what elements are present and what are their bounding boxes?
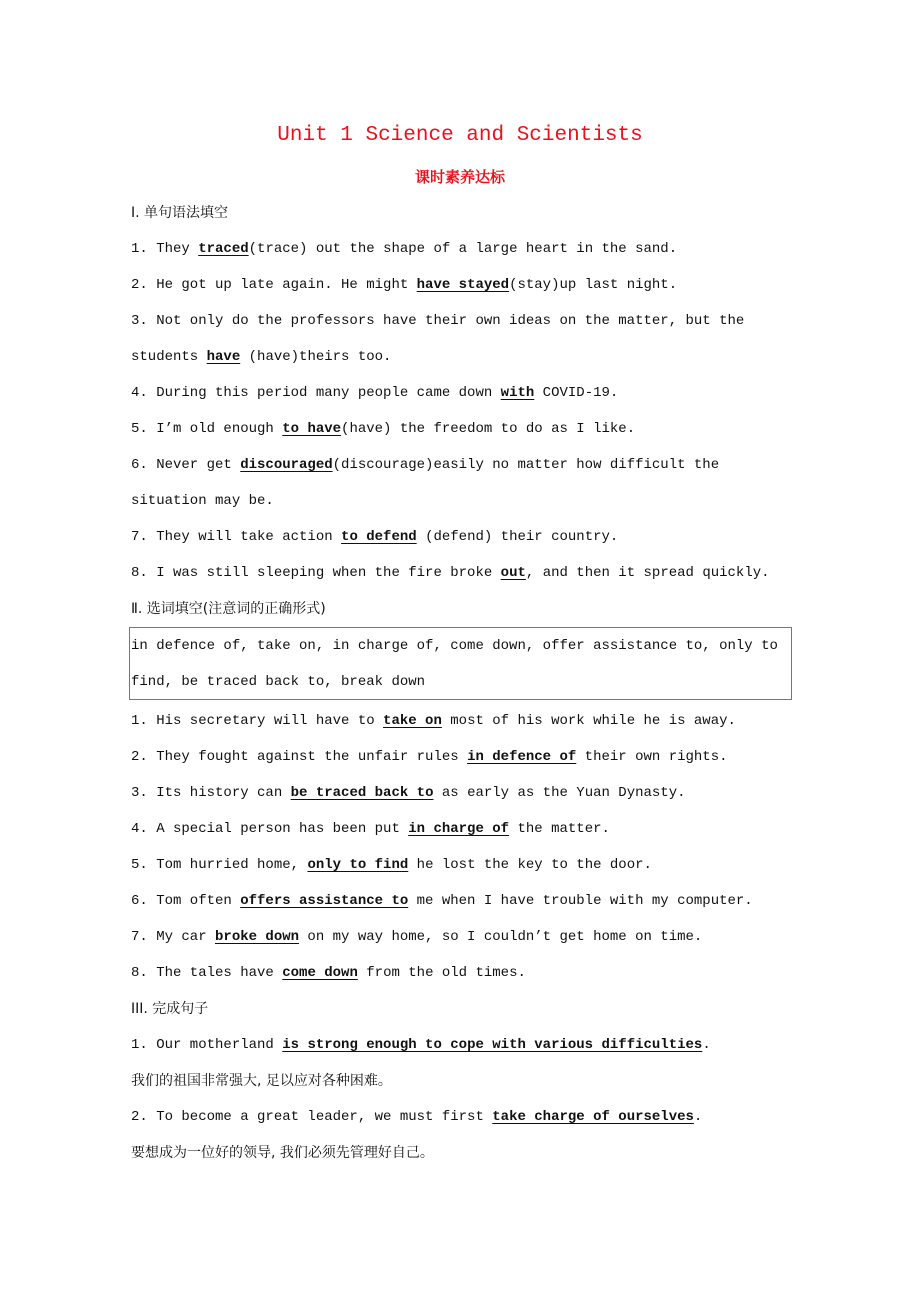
question-item	[131, 1099, 793, 1135]
question-item	[131, 811, 793, 847]
question-item	[131, 519, 793, 555]
document-body	[131, 195, 793, 1171]
answer-text: have stayed	[416, 277, 510, 293]
question-text-after: (stay)up last night.	[509, 277, 678, 293]
answer-text: come down	[282, 965, 358, 981]
chinese-translation: 我们的祖国非常强大, 足以应对各种困难。	[131, 1073, 392, 1089]
question-text-after: COVID-19.	[534, 385, 619, 401]
question-text-after: most of his work while he is away.	[441, 713, 736, 729]
question-item	[131, 703, 793, 739]
question-text-before: 7. My car	[131, 929, 216, 945]
question-item	[131, 883, 793, 919]
question-item	[131, 411, 793, 447]
question-text-after: their own rights.	[576, 749, 728, 765]
answer-text: to defend	[341, 529, 417, 545]
question-item	[131, 955, 793, 991]
question-text-before: 1. Our motherland	[131, 1037, 283, 1053]
question-text-after: me when I have trouble with my computer.	[408, 893, 753, 909]
answer-text: out	[500, 565, 526, 581]
question-text-after: (have) the freedom to do as I like.	[341, 421, 636, 437]
question-text-before: 1. His secretary will have to	[131, 713, 384, 729]
question-item	[131, 303, 793, 375]
question-text-after: from the old times.	[357, 965, 526, 981]
section-heading-1: Ⅰ. 单句语法填空	[131, 205, 229, 221]
question-text-before: 7. They will take action	[131, 529, 342, 545]
answer-text: discouraged	[240, 457, 333, 473]
question-item	[131, 1027, 793, 1063]
answer-text: to have	[282, 421, 342, 437]
answer-text: take charge of ourselves	[492, 1109, 694, 1125]
question-item	[131, 267, 793, 303]
question-text-before: 8. The tales have	[131, 965, 283, 981]
question-text-before: 2. To become a great leader, we must first	[131, 1109, 493, 1125]
question-item	[131, 555, 793, 591]
answer-text: only to find	[307, 857, 409, 873]
question-text-before: 4. A special person has been put	[131, 821, 409, 837]
question-text-before: 4. During this period many people came down	[131, 385, 501, 401]
question-text-after: (have)theirs too.	[240, 349, 392, 365]
question-text-before: 3. Its history can	[131, 785, 291, 801]
page-subtitle: 课时素养达标	[414, 168, 505, 186]
question-text-after: (defend) their country.	[416, 529, 619, 545]
answer-text: have	[206, 349, 241, 365]
question-text-after: (trace) out the shape of a large heart in the sand.	[248, 241, 678, 257]
question-text-before: 6. Never get	[131, 457, 241, 473]
question-text-after: as early as the Yuan Dynasty.	[433, 785, 686, 801]
question-text-before: 8. I was still sleeping when the fire broke	[131, 565, 501, 581]
question-text-after: the matter.	[509, 821, 610, 837]
answer-text: in charge of	[408, 821, 510, 837]
question-item	[131, 775, 793, 811]
question-text-before: 5. I’m old enough	[131, 421, 283, 437]
question-text-before: 5. Tom hurried home,	[131, 857, 308, 873]
question-text-before: 2. They fought against the unfair rules	[131, 749, 468, 765]
answer-text: with	[500, 385, 535, 401]
question-text-after: on my way home, so I couldn’t get home on time.	[299, 929, 703, 945]
question-text-after: (discourage)easily no matter how difficult the situation may be.	[131, 457, 720, 509]
answer-text: is strong enough to cope with various difficulties	[282, 1037, 703, 1053]
chinese-translation: 要想成为一位好的领导, 我们必须先管理好自己。	[131, 1145, 434, 1161]
answer-text: take on	[383, 713, 442, 729]
answer-text: in defence of	[467, 749, 577, 765]
question-item	[131, 231, 793, 267]
question-item	[131, 847, 793, 883]
question-text-after: he lost the key to the door.	[408, 857, 652, 873]
answer-text: be traced back to	[290, 785, 434, 801]
question-item	[131, 919, 793, 955]
question-text-after: , and then it spread quickly.	[525, 565, 770, 581]
answer-text: traced	[198, 241, 249, 257]
word-bank-box: in defence of, take on, in charge of, come down, offer assistance to, only to find, be traced back to, break down	[129, 627, 792, 700]
answer-text: offers assistance to	[240, 893, 409, 909]
answer-text: broke down	[215, 929, 300, 945]
question-text-before: 6. Tom often	[131, 893, 241, 909]
question-text-before: 1. They	[131, 241, 199, 257]
question-text-before: 3. Not only do the professors have their own ideas on the matter, but the students	[131, 313, 745, 365]
section-heading-3: III. 完成句子	[131, 1001, 209, 1017]
question-item	[131, 447, 793, 519]
question-text-after: .	[693, 1109, 703, 1125]
question-text-after: .	[702, 1037, 711, 1053]
question-item	[131, 739, 793, 775]
question-text-before: 2. He got up late again. He might	[131, 277, 417, 293]
question-item	[131, 375, 793, 411]
page-title: Unit 1 Science and Scientists	[277, 124, 643, 147]
section-heading-2: Ⅱ. 选词填空(注意词的正确形式)	[131, 601, 326, 617]
